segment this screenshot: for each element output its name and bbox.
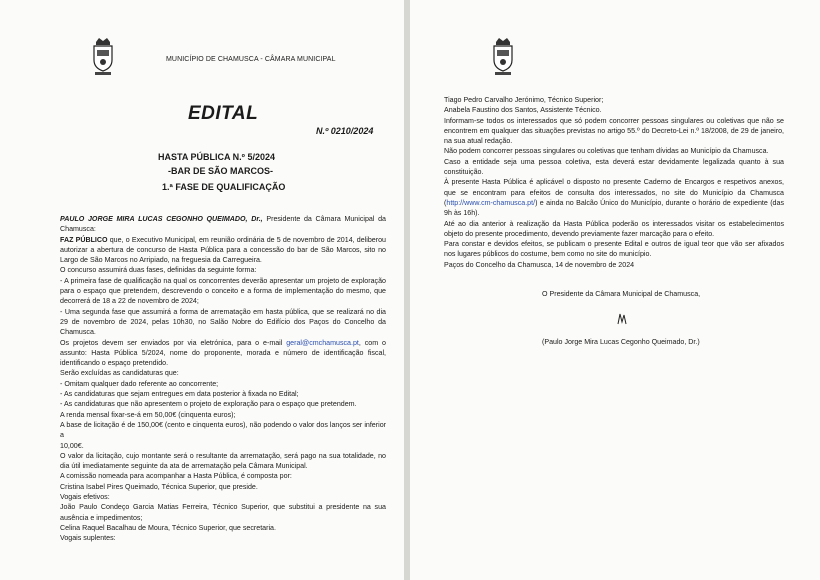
document-title: EDITAL [188, 103, 259, 124]
signature-title: O Presidente da Câmara Municipal de Chamusca, [542, 290, 701, 298]
municipal-crest-icon [88, 36, 118, 76]
paragraph: - As candidaturas que sejam entregues em data posterior à fixada no Edital; [60, 390, 299, 399]
paragraph: Cristina Isabel Pires Queimado, Técnica Superior, que preside. [60, 482, 258, 491]
paragraph: Celina Raquel Bacalhau de Moura, Técnico Superior, que secretaria. [60, 523, 276, 532]
paragraph: A renda mensal fixar-se-á em 50,00€ (cinquenta euros); [60, 410, 236, 419]
subtitle-bar: -BAR DE SÃO MARCOS- [168, 166, 273, 176]
paragraph: Caso a entidade seja uma pessoa coletiva, esta deverá estar devidamente legalizada quanto à sua constituição. [444, 157, 784, 177]
paragraph: À presente Hasta Pública é aplicável o disposto no presente Caderno de Encargos e respetivos anexos, que se encontram para efeitos de consulta dos interessados, no site do Município da Chamusca (http://www.cm-chamusca.pt/) e ainda no Balcão Único do Município, durante o horário de expediente (das 9h às 16h). [444, 178, 784, 218]
paragraph: João Paulo Condeço Garcia Matias Ferreira, Técnico Superior, que substitui a presidente na sua ausência e impedimentos; [60, 503, 386, 522]
paragraph: - Omitam qualquer dado referente ao concorrente; [60, 379, 219, 388]
paragraph: A comissão nomeada para acompanhar a Hasta Pública, é composta por: [60, 472, 292, 481]
paragraph: 10,00€. [60, 441, 84, 450]
paragraph: Informam-se todos os interessados que só podem concorrer pessoas singulares ou coletivas que não se encontrem em qualquer das situações previstas no artigo 55.º do Decreto-Lei n.º 18/2008, de 29 de janeiro, na sua atual redação. [444, 116, 784, 146]
municipal-crest-icon [488, 36, 518, 76]
body-text-page-1 [60, 214, 386, 544]
subtitle-auction: HASTA PÚBLICA N.º 5/2024 [158, 152, 275, 162]
paragraph: Vogais suplentes: [60, 534, 116, 543]
signatory-name: (Paulo Jorge Mira Lucas Cegonho Queimado, Dr.) [542, 338, 700, 346]
signature-mark-icon [615, 312, 629, 326]
paragraph: A base de licitação é de 150,00€ (cento e cinquenta euros), não podendo o valor dos lanços ser inferior a [60, 420, 386, 440]
paragraph: Para constar e devidos efeitos, se publicam o presente Edital e outros de igual teor que vão ser afixados nos lugares públicos do costume, bem como no site do município. [444, 240, 784, 259]
paragraph: - Uma segunda fase que assumirá a forma de arrematação em hasta pública, que se realizará no dia 29 de novembro de 2024, pelas 10h30, no Salão Nobre do Edifício dos Paços do Concelho da Chamusca. [60, 307, 386, 337]
subtitle-phase: 1.ª FASE DE QUALIFICAÇÃO [162, 182, 286, 192]
faz-publico-paragraph: FAZ PÚBLICO que, o Executivo Municipal, em reunião ordinária de 5 de novembro de 2014, deliberou autorizar a abertura de concurso de Hasta Pública para a concessão do bar de São Marcos, sito no Largo de São Marcos no Arripiado, na freguesia da Carregueira. [60, 235, 386, 265]
paragraph: - As candidaturas que não apresentem o projeto de exploração para o espaço que pretendem. [60, 400, 357, 409]
paragraph: Não podem concorrer pessoas singulares ou coletivas que tenham dívidas ao Município da Chamusca. [444, 147, 769, 156]
paragraph: Vogais efetivos: [60, 493, 110, 502]
paragraph: O valor da licitação, cujo montante será o resultante da arrematação, será pago na sua totalidade, no dia útil imediatamente seguinte da ata de arrematação pela Câmara Municipal. [60, 451, 386, 471]
paragraph: Os projetos devem ser enviados por via eletrónica, para o e-mail geral@cmchamusca.pt, com o assunto: Hasta Pública 5/2024, nome do proponente, morada e número de identificação fiscal, identificando o espaço pretendido. [60, 338, 387, 368]
document-page-2 [410, 0, 820, 580]
paragraph: - A primeira fase de qualificação na qual os concorrentes deverão apresentar um projeto de exploração para o espaço que pretendem, descrevendo o conceito e a forma de implementação do mesmo, que decorrerá de 18 a 22 de novembro de 2024; [60, 276, 386, 306]
intro-paragraph: PAULO JORGE MIRA LUCAS CEGONHO QUEIMADO, Dr., Presidente da Câmara Municipal da Chamusca: [60, 215, 386, 234]
municipality-header: MUNICÍPIO DE CHAMUSCA - CÂMARA MUNICIPAL [166, 56, 336, 63]
document-page-1 [0, 0, 404, 580]
edital-number: N.º 0210/2024 [316, 126, 374, 136]
body-text-page-2 [444, 95, 784, 270]
paragraph: Anabela Faustino dos Santos, Assistente Técnico. [444, 106, 602, 115]
website-link[interactable]: http://www.cm-chamusca.pt/ [446, 198, 536, 207]
paragraph: Paços do Concelho da Chamusca, 14 de novembro de 2024 [444, 260, 635, 269]
email-link[interactable]: geral@cmchamusca.pt [286, 338, 359, 347]
paragraph: Serão excluídas as candidaturas que: [60, 369, 179, 378]
paragraph: Tiago Pedro Carvalho Jerónimo, Técnico Superior; [444, 96, 604, 104]
paragraph: O concurso assumirá duas fases, definidas da seguinte forma: [60, 266, 257, 275]
paragraph: Até ao dia anterior à realização da Hasta Pública poderão os interessados visitar os estabelecimentos objeto do presente procedimento, devendo previamente fazer marcação para o efeito. [444, 219, 784, 238]
